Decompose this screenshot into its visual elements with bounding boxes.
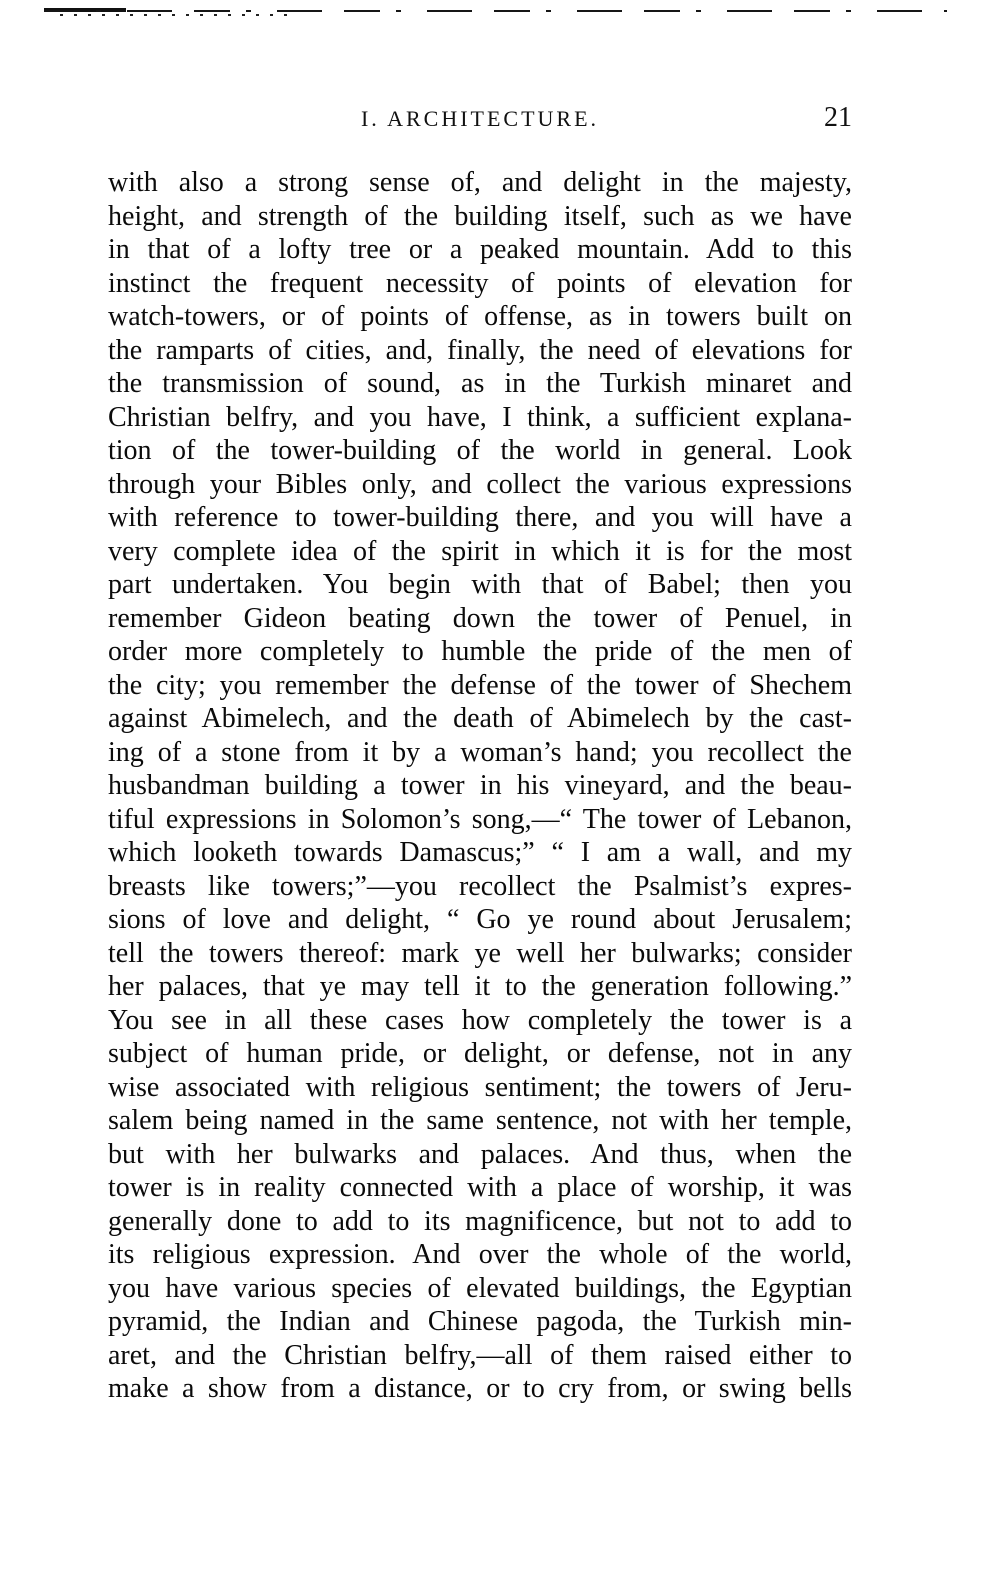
scan-artifact-segment (44, 10, 947, 12)
text-line: subject of human pride, or delight, or defense, not in any (108, 1038, 852, 1069)
text-line: watch-towers, or of points of offense, as in towers built on (108, 301, 852, 332)
text-line: the ramparts of cities, and, finally, the need of elevations for (108, 334, 852, 366)
text-line: sions of love and delight, “ Go ye round about Jerusalem; (108, 904, 852, 935)
page-body (108, 166, 852, 1406)
text-line: with reference to tower-building there, and you will have a (108, 502, 852, 533)
page-header (108, 102, 852, 134)
text-line: tell the towers thereof: mark ye well her bulwarks; consider (108, 937, 852, 969)
text-line: wise associated with religious sentiment; the towers of Jeru- (108, 1071, 852, 1103)
text-line: make a show from a distance, or to cry from, or swing bells (108, 1373, 852, 1404)
text-line: remember Gideon beating down the tower of Penuel, in (108, 602, 852, 634)
text-line: with also a strong sense of, and delight in the majesty, (108, 167, 852, 198)
text-line: tion of the tower-building of the world in general. Look (108, 435, 852, 466)
text-line: you have various species of elevated buildings, the Egyptian (108, 1272, 852, 1304)
text-line: salem being named in the same sentence, not with her temple, (108, 1105, 852, 1136)
text-line: order more completely to humble the pride of the men of (108, 636, 852, 667)
text-line: ing of a stone from it by a woman’s hand; you recollect the (108, 736, 852, 768)
text-line: against Abimelech, and the death of Abimelech by the cast- (108, 703, 852, 734)
text-line: through your Bibles only, and collect the various expressions (108, 468, 852, 500)
text-line: the transmission of sound, as in the Turkish minaret and (108, 368, 852, 399)
text-line: which looketh towards Damascus;” “ I am a wall, and my (108, 837, 852, 868)
text-line: her palaces, that ye may tell it to the generation following.” (108, 971, 852, 1002)
text-line: husbandman building a tower in his vineyard, and the beau- (108, 770, 852, 801)
text-line: its religious expression. And over the whole of the world, (108, 1239, 852, 1270)
text-line: instinct the frequent necessity of points of elevation for (108, 267, 852, 299)
text-line: the city; you remember the defense of the tower of Shechem (108, 669, 852, 701)
text-line: breasts like towers;”—you recollect the Psalmist’s expres- (108, 870, 852, 902)
text-line: Christian belfry, and you have, I think, a sufficient explana- (108, 401, 852, 433)
text-line: pyramid, the Indian and Chinese pagoda, the Turkish min- (108, 1306, 852, 1337)
text-line: very complete idea of the spirit in which it is for the most (108, 535, 852, 567)
text-line: tower is in reality connected with a place of worship, it was (108, 1172, 852, 1203)
text-line: but with her bulwarks and palaces. And thus, when the (108, 1138, 852, 1170)
scan-artifact-line (0, 0, 1000, 20)
running-title: I. ARCHITECTURE. (360, 106, 600, 131)
text-line: aret, and the Christian belfry,—all of them raised either to (108, 1339, 852, 1371)
text-line: You see in all these cases how completely the tower is a (108, 1004, 852, 1036)
text-line: generally done to add to its magnificence, but not to add to (108, 1205, 852, 1237)
text-line: tiful expressions in Solomon’s song,—“ The tower of Lebanon, (108, 803, 852, 835)
page-number: 21 (824, 102, 852, 133)
scan-artifact-segment (60, 14, 290, 16)
text-line: part undertaken. You begin with that of Babel; then you (108, 569, 852, 600)
text-line: in that of a lofty tree or a peaked mountain. Add to this (108, 234, 852, 265)
text-line: height, and strength of the building itself, such as we have (108, 200, 852, 232)
